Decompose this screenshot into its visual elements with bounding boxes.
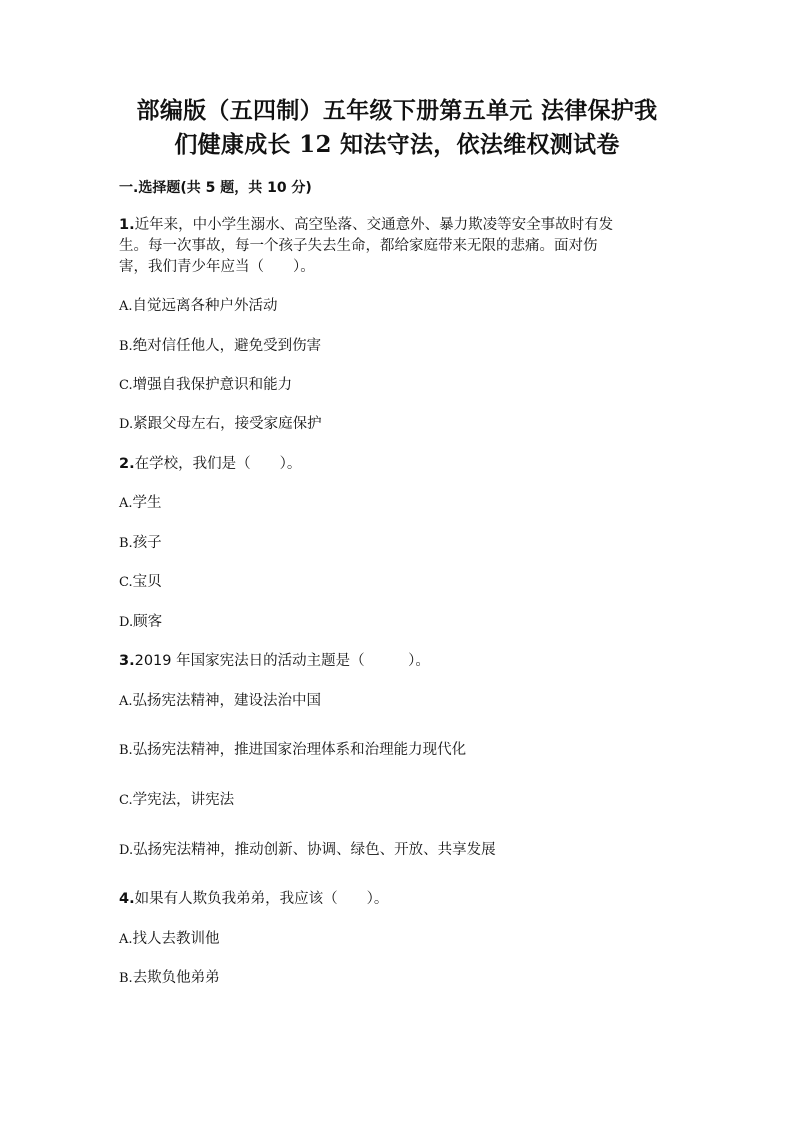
question-2-option-b <box>119 534 162 553</box>
option-letter: B. <box>119 536 133 551</box>
question-1-line-2: 生。每一次事故，每一个孩子失去生命，都给家庭带来无限的悲痛。面对伤 <box>119 238 598 254</box>
option-text: 去欺负他弟弟 <box>132 970 220 986</box>
question-3-text: 2019 年国家宪法日的活动主题是（ ）。 <box>134 653 430 669</box>
question-1-number: 1. <box>119 217 135 233</box>
option-letter: A. <box>119 694 133 709</box>
question-3-option-b <box>119 741 466 760</box>
question-4-option-a <box>119 930 220 949</box>
option-letter: C. <box>119 378 133 393</box>
option-letter: B. <box>119 971 133 986</box>
option-letter: C. <box>119 793 133 808</box>
question-1-text-line-1: 近年来，中小学生溺水、高空坠落、交通意外、暴力欺凌等安全事故时有发 <box>134 217 614 233</box>
option-text: 自觉远离各种户外活动 <box>132 298 278 314</box>
question-4-number: 4. <box>119 891 135 907</box>
option-text: 学生 <box>132 495 162 511</box>
question-1-option-a <box>119 297 278 316</box>
option-text: 顾客 <box>133 614 163 630</box>
option-letter: B. <box>119 743 133 758</box>
question-3-option-a <box>119 692 321 711</box>
question-3-number: 3. <box>119 653 135 669</box>
option-letter: A. <box>119 932 133 947</box>
option-letter: C. <box>119 575 133 590</box>
option-letter: D. <box>119 417 134 432</box>
option-text: 孩子 <box>132 535 162 551</box>
document-title <box>100 94 694 162</box>
question-4-line-1 <box>119 890 388 909</box>
option-text: 弘扬宪法精神，建设法治中国 <box>132 693 322 709</box>
question-2-option-d <box>119 613 162 632</box>
question-3-option-c <box>119 791 234 810</box>
question-1-line-1 <box>119 216 613 235</box>
title-line-2: 们健康成长 12 知法守法，依法维权测试卷 <box>174 131 620 158</box>
option-text: 增强自我保护意识和能力 <box>132 377 293 393</box>
option-letter: B. <box>119 339 133 354</box>
question-2-line-1 <box>119 455 301 474</box>
question-2-option-a <box>119 494 162 513</box>
question-3-option-d <box>119 841 496 860</box>
question-2-option-c <box>119 573 162 592</box>
option-letter: D. <box>119 615 134 630</box>
option-text: 紧跟父母左右，接受家庭保护 <box>133 416 322 432</box>
question-1-line-3: 害，我们青少年应当（ ）。 <box>119 259 315 275</box>
option-text: 绝对信任他人，避免受到伤害 <box>132 338 322 354</box>
option-text: 弘扬宪法精神，推进国家治理体系和治理能力现代化 <box>132 742 467 758</box>
title-line-1: 部编版（五四制）五年级下册第五单元 法律保护我 <box>136 97 658 124</box>
option-text: 宝贝 <box>132 574 162 590</box>
question-4-text: 如果有人欺负我弟弟，我应该（ ）。 <box>134 891 389 907</box>
option-text: 找人去教训他 <box>132 931 220 947</box>
question-1-option-c <box>119 376 292 395</box>
question-4-option-b <box>119 969 220 988</box>
option-text: 学宪法，讲宪法 <box>132 792 235 808</box>
question-2-text: 在学校，我们是（ ）。 <box>134 456 302 472</box>
option-letter: A. <box>119 496 133 511</box>
question-3-line-1 <box>119 652 430 671</box>
question-1-option-b <box>119 337 321 356</box>
option-text: 弘扬宪法精神，推动创新、协调、绿色、开放、共享发展 <box>133 842 496 858</box>
section-heading: 一.选择题(共 5 题，共 10 分) <box>119 180 312 196</box>
option-letter: A. <box>119 299 133 314</box>
question-2-number: 2. <box>119 456 135 472</box>
question-1-option-d <box>119 415 322 434</box>
option-letter: D. <box>119 843 134 858</box>
